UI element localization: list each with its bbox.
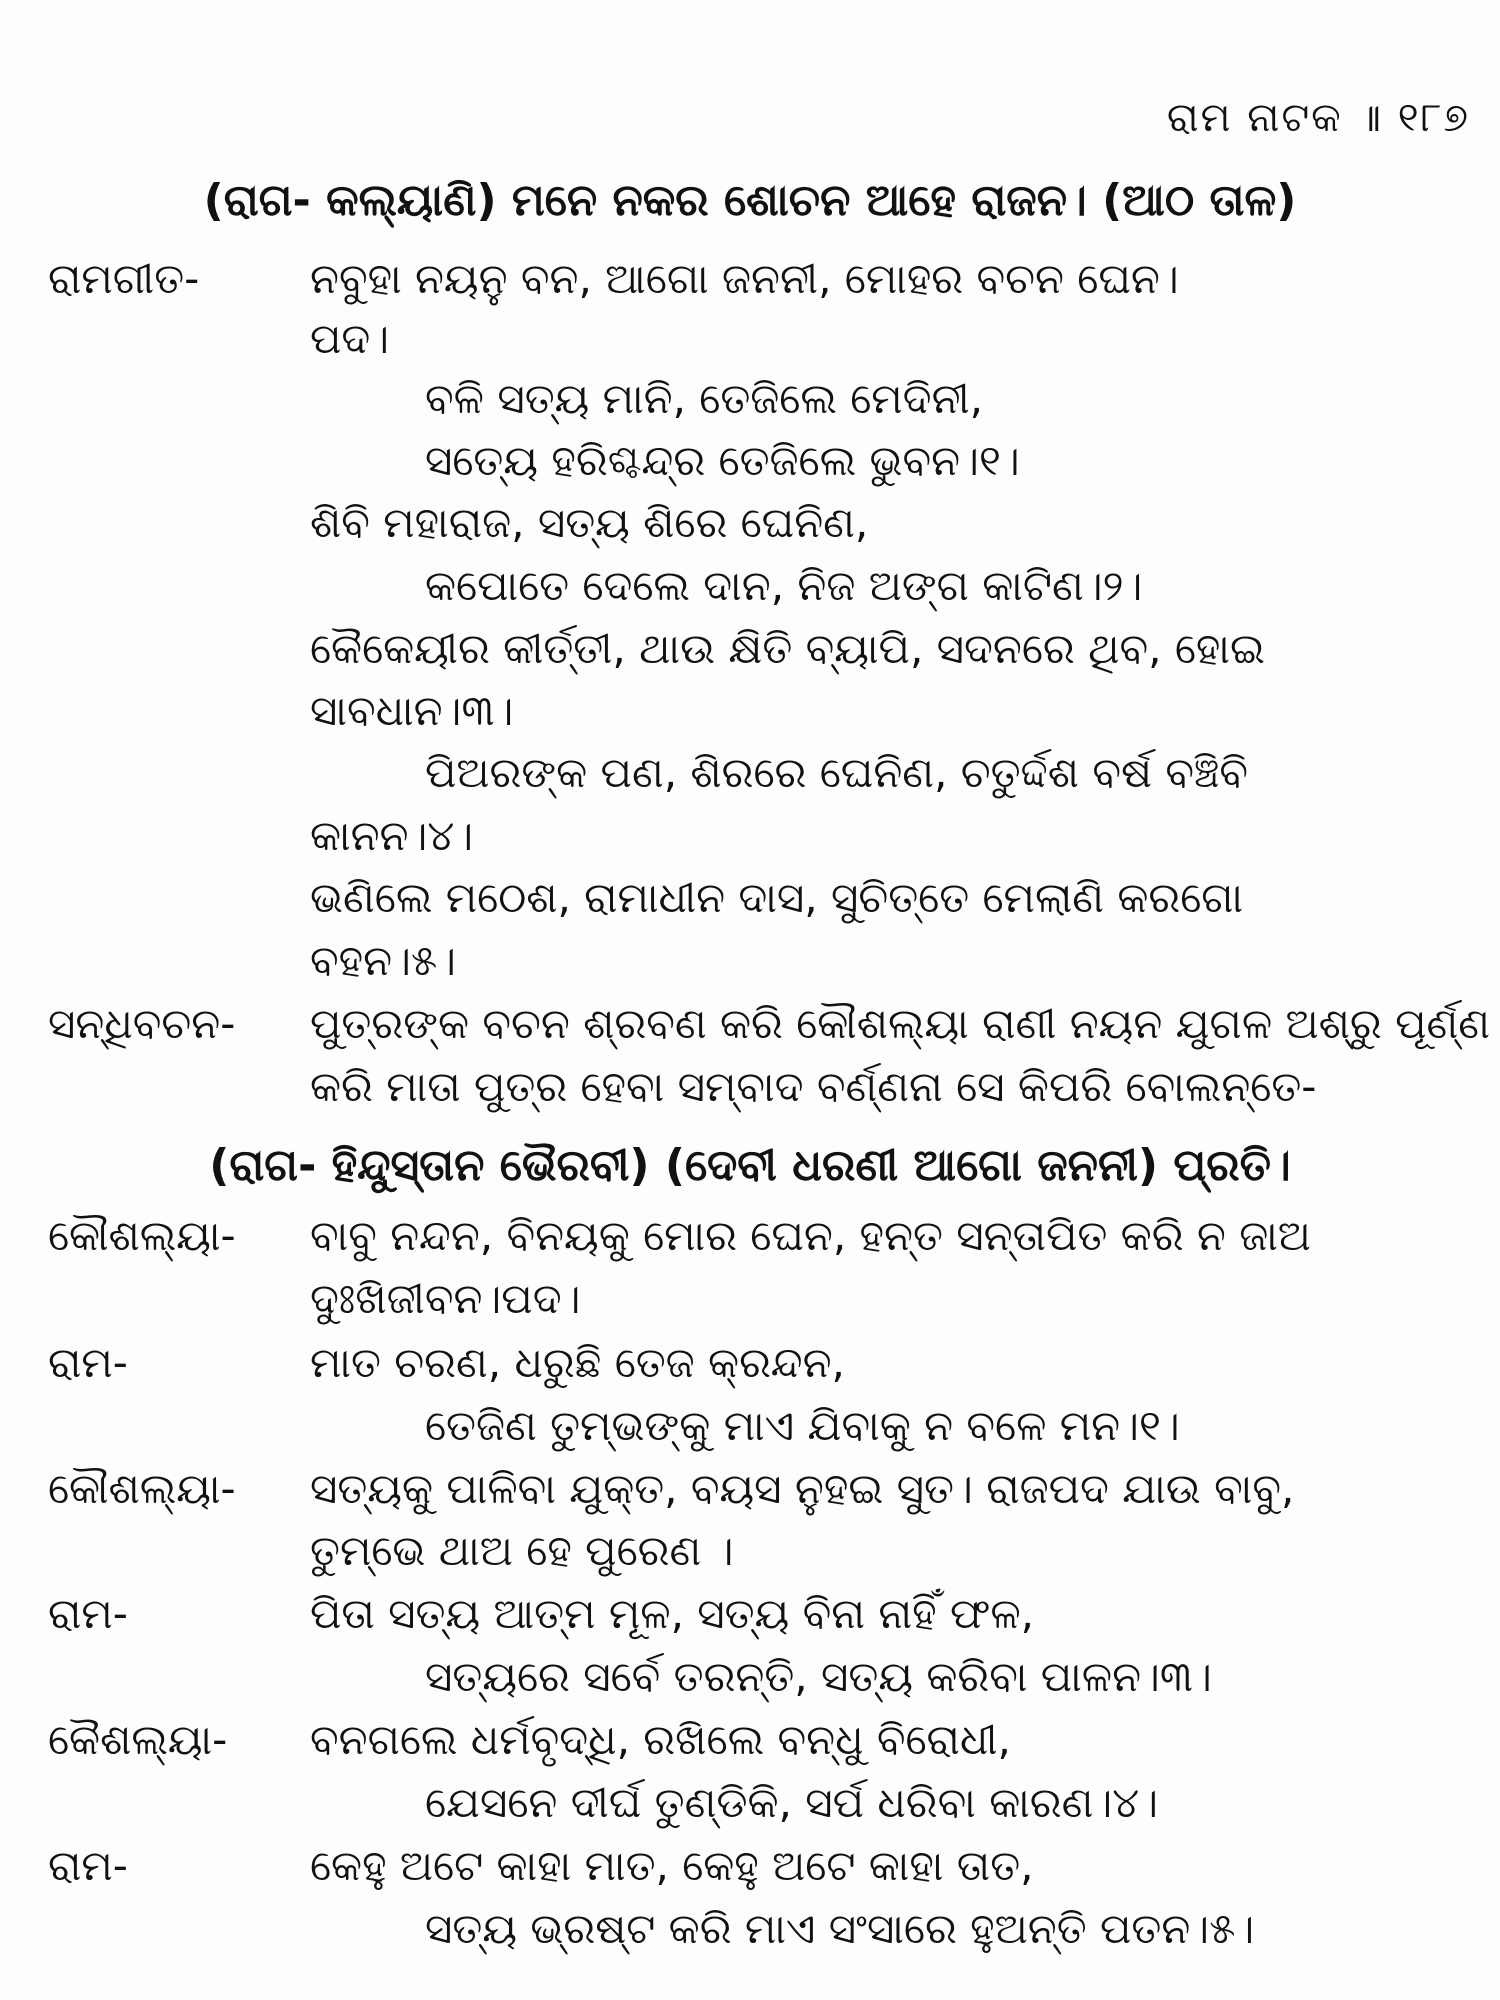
dialogue-line: ସତ୍ୟରେ ସର୍ବେ ତରନ୍ତି, ସତ୍ୟ କରିବା ପାଳନ।୩। <box>425 1652 1212 1701</box>
verse-line: ଭଣିଲେ ମଠେଶ, ରାମାଧୀନ ଦାସ, ସୁଚିତ୍ତେ ମେଲାଣି କରଗୋ <box>310 873 1244 922</box>
dialogue-line: ବନଗଲେ ଧର୍ମବୃଦ୍ଧି, ରଖିଲେ ବନ୍ଧୁ ବିରୋଧୀ, <box>310 1715 1011 1764</box>
verse-line: ସତ୍ୟେ ହରିଶ୍ଚନ୍ଦ୍ର ତେଜିଲେ ଭୁବନ।୧। <box>425 436 1020 485</box>
dialogue-line: ତେଜିଣ ତୁମ୍ଭଙ୍କୁ ମାଏ ଯିବାକୁ ନ ବଳେ ମନ।୧। <box>425 1401 1180 1450</box>
raga-heading-2: (ରାଗ- ହିନ୍ଦୁସ୍ତାନ ଭୈରବୀ) (ଦେବୀ ଧରଣୀ ଆଗୋ ଜନନୀ) ପ୍ରତି। <box>209 1140 1291 1191</box>
verse-line: ଶିବି ମହାରାଜ, ସତ୍ୟ ଶିରେ ଘେନିଣ, <box>310 498 869 547</box>
speaker-label: କୌଶଲ୍ୟା- <box>48 1464 236 1513</box>
verse-line: ବଳି ସତ୍ୟ ମାନି, ତେଜିଲେ ମେଦିନୀ, <box>425 374 984 423</box>
speaker-label: ରାମଗୀତ- <box>48 254 200 303</box>
verse-line: କପୋତେ ଦେଲେ ଦାନ, ନିଜ ଅଙ୍ଗ କାଟିଣ।୨। <box>425 561 1143 610</box>
dialogue-line: ଯେସନେ ଦୀର୍ଘ ତୁଣ୍ଡିକି, ସର୍ପ ଧରିବା କାରଣ।୪। <box>425 1778 1159 1827</box>
dialogue-line: ସତ୍ୟକୁ ପାଳିବା ଯୁକ୍ତ, ବୟସ ନୁହଇ ସୁତ। ରାଜପଦ ଯାଉ ବାବୁ, <box>310 1464 1295 1513</box>
dialogue-line: ପିତା ସତ୍ୟ ଆତ୍ମ ମୂଳ, ସତ୍ୟ ବିନା ନାହିଁ ଫଳ, <box>310 1589 1034 1638</box>
speaker-label: ରାମ- <box>48 1841 128 1890</box>
running-header: ରାମ ନାଟକ ॥ ୧୮୭ <box>1166 95 1470 141</box>
speaker-label: କୈଶଲ୍ୟା- <box>48 1715 228 1764</box>
verse-line: ପଦ। <box>310 314 390 363</box>
dialogue-line: କେହୁ ଅଟେ କାହା ମାତ, କେହୁ ଅଟେ କାହା ତାତ, <box>310 1841 1034 1890</box>
verse-line: ପିଅରଙ୍କ ପଣ, ଶିରରେ ଘେନିଣ, ଚତୁର୍ଦ୍ଦଶ ବର୍ଷ ବଞ୍ଚିବି <box>425 748 1248 797</box>
prose-line: ପୁତ୍ରଙ୍କ ବଚନ ଶ୍ରବଣ କରି କୌଶଲ୍ୟା ରାଣୀ ନୟନ ଯୁଗଳ ଅଶ୍ରୁ ପୂର୍ଣ୍ଣ <box>310 999 1490 1048</box>
speaker-label: କୌଶଲ୍ୟା- <box>48 1211 236 1260</box>
speaker-label: ସନ୍ଧିବଚନ- <box>48 999 236 1048</box>
verse-line: ନବୁହା ନୟନୁ ବନ, ଆଗୋ ଜନନୀ, ମୋହର ବଚନ ଘେନ। <box>310 254 1179 303</box>
dialogue-line: ତୁମ୍ଭେ ଥାଅ ହେ ପୁରେଣ । <box>310 1526 734 1575</box>
verse-line: ବହନ।୫। <box>310 936 457 985</box>
verse-line: କାନନ।୪। <box>310 811 474 860</box>
dialogue-line: ସତ୍ୟ ଭ୍ରଷ୍ଟ କରି ମାଏ ସଂସାରେ ହୁଅନ୍ତି ପତନ।୫। <box>425 1904 1255 1953</box>
verse-line: କୈକେୟୀର କୀର୍ତ୍ତୀ, ଥାଉ କ୍ଷିତି ବ୍ୟାପି, ସଦନରେ ଥିବ, ହୋଇ <box>310 624 1265 673</box>
speaker-label: ରାମ- <box>48 1338 128 1387</box>
verse-line: ସାବଧାନ।୩। <box>310 686 514 735</box>
speaker-label: ରାମ- <box>48 1589 128 1638</box>
raga-heading-1: (ରାଗ- କଲ୍ୟାଣି) ମନେ ନକର ଶୋଚନ ଆହେ ରାଜନ। (ଆଠ ତାଳ) <box>203 175 1297 226</box>
dialogue-line: ବାବୁ ନନ୍ଦନ, ବିନୟକୁ ମୋର ଘେନ, ହନ୍ତ ସନ୍ତାପିତ କରି ନ ଜାଅ <box>310 1211 1311 1260</box>
dialogue-line: ମାତ ଚରଣ, ଧରୁଛି ତେଜ କ୍ରନ୍ଦନ, <box>310 1338 845 1387</box>
prose-line: କରି ମାତା ପୁତ୍ର ହେବା ସମ୍ବାଦ ବର୍ଣ୍ଣନା ସେ କିପରି ବୋଲନ୍ତେ- <box>310 1062 1317 1111</box>
dialogue-line: ଦୁଃଖିଜୀବନ।ପଦ। <box>310 1274 581 1323</box>
